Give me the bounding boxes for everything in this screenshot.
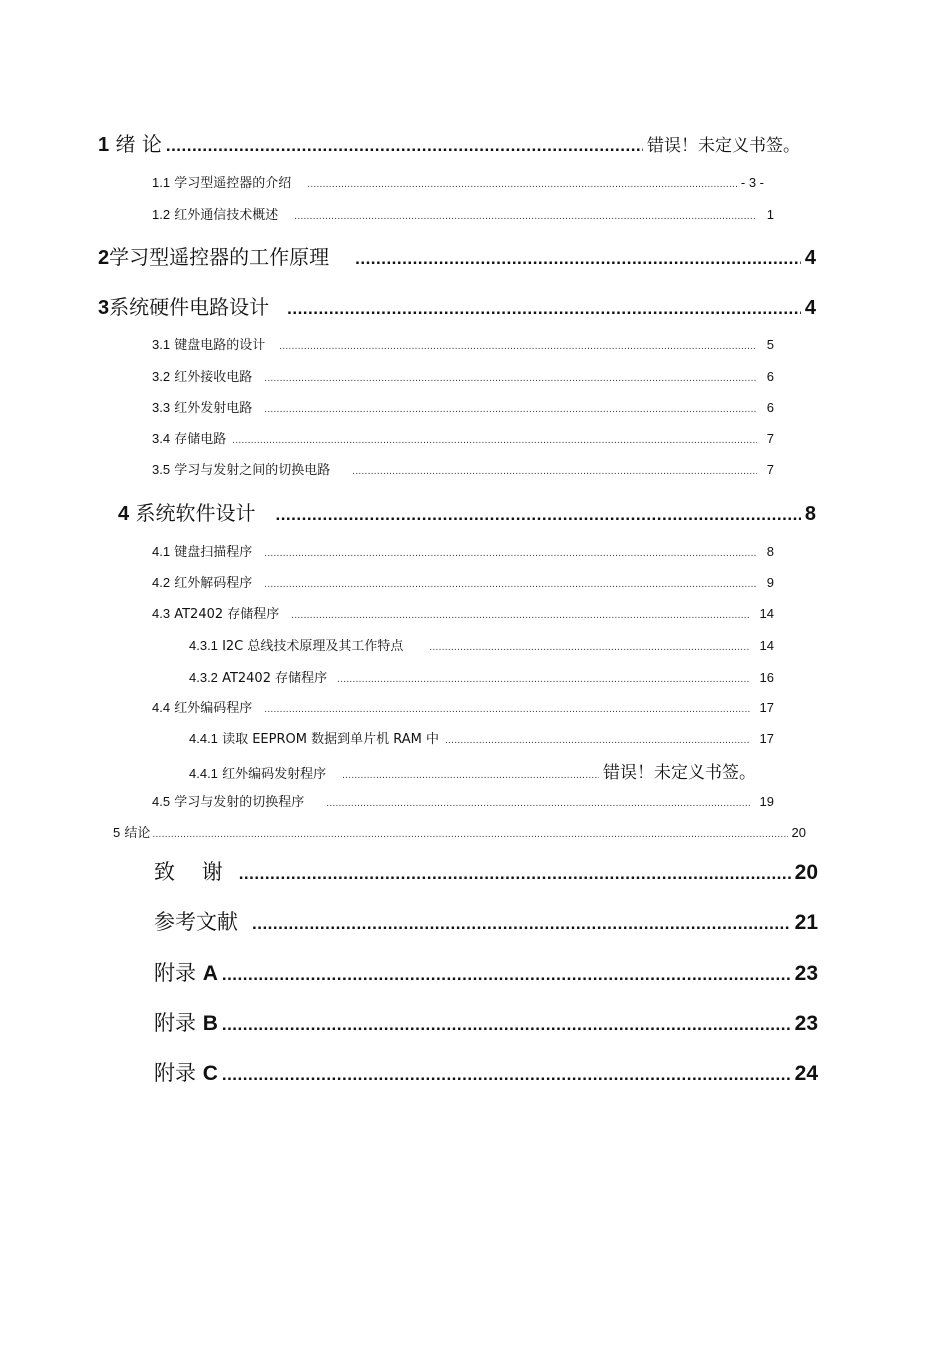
toc-page: 19 [759,794,774,809]
toc-page: 20 [791,825,806,840]
toc-entry-appendix-c[interactable] [154,1057,818,1087]
toc-number: 3.3 [152,400,171,415]
toc-number: 4.5 [152,794,171,809]
toc-number: 4.2 [152,575,171,590]
toc-page: 17 [759,731,774,746]
toc-page: 7 [766,431,774,446]
toc-title: AT2402 存储程序 [174,607,280,622]
toc-entry-chapter-4[interactable] [118,497,816,526]
toc-page: 21 [794,911,818,934]
toc-page: 7 [766,462,774,477]
dot-leader [279,341,757,352]
toc-entry-3-4[interactable] [152,428,774,447]
toc-page: 5 [766,337,774,352]
toc-entry-chapter-3[interactable] [98,291,816,320]
dot-leader [232,435,757,446]
toc-number: 4.4.1 [189,731,218,746]
dot-leader [294,211,757,222]
toc-page: 1 [766,207,774,222]
toc-entry-references[interactable] [154,906,818,936]
toc-title: 红外编码程序 [174,701,253,716]
toc-number: 4 [118,503,130,525]
dot-leader [287,299,801,319]
toc-entry-4-3-1[interactable] [189,635,774,654]
toc-title: 绪 论 [115,132,162,156]
toc-number: 3.5 [152,462,171,477]
dot-leader [264,579,757,590]
toc-entry-3-1[interactable] [152,334,774,353]
toc-title: 键盘电路的设计 [174,338,266,353]
toc-entry-1-2[interactable] [152,204,774,223]
toc-number: 4.4.1 [189,766,218,781]
toc-page: 23 [794,962,818,985]
toc-entry-4-4-1-encode[interactable] [189,758,756,783]
toc-entry-4-4-1-read[interactable] [189,728,774,747]
toc-entry-chapter-2[interactable] [98,241,816,270]
dot-leader [355,249,801,269]
toc-entry-1-1[interactable] [152,172,764,191]
toc-title: 附录 [154,961,196,985]
toc-title: 红外编码发射程序 [222,767,327,782]
toc-entry-appendix-a[interactable] [154,957,818,987]
dot-leader [264,704,749,715]
toc-number: 3.4 [152,431,171,446]
toc-number: 4.3.1 [189,638,218,653]
toc-title: 键盘扫描程序 [174,545,253,560]
dot-leader [264,404,757,415]
toc-entry-chapter-5[interactable] [113,822,806,841]
toc-number: 4.3 [152,606,171,621]
toc-entry-chapter-1[interactable] [98,128,800,157]
toc-title: 红外通信技术概述 [174,208,279,223]
toc-page: 17 [759,700,774,715]
toc-entry-appendix-b[interactable] [154,1007,818,1037]
appendix-letter: B [202,1012,218,1035]
toc-entry-3-3[interactable] [152,397,774,416]
toc-page: 9 [766,575,774,590]
dot-leader [275,505,800,525]
toc-page: 6 [766,369,774,384]
dot-leader [152,829,787,840]
toc-entry-acknowledgements[interactable] [154,856,818,886]
toc-page: 4 [804,297,816,319]
toc-page: 20 [794,861,818,884]
toc-page: 24 [794,1062,818,1085]
dot-leader [222,965,791,985]
dot-leader [166,136,643,156]
toc-page: 8 [766,544,774,559]
toc-number: 1 [98,134,110,156]
dot-leader [291,610,749,621]
toc-page: - 3 - [740,175,764,190]
dot-leader [445,735,750,746]
toc-page: 错误！未定义书签。 [647,136,800,156]
toc-title: 附录 [154,1011,196,1035]
toc-title: I2C 总线技术原理及其工作特点 [222,639,404,654]
toc-title: 致 谢 [154,860,223,884]
toc-number: 2 [98,247,110,269]
toc-entry-3-2[interactable] [152,366,774,385]
toc-entry-4-3[interactable] [152,603,774,622]
toc-title: 参考文献 [154,910,238,934]
toc-title: 读取 EEPROM 数据到单片机 RAM 中 [222,732,439,747]
toc-title: AT2402 存储程序 [222,671,328,686]
toc-title: 存储电路 [174,432,227,447]
toc-page: 14 [759,638,774,653]
toc-number: 3.2 [152,369,171,384]
toc-number: 3.1 [152,337,171,352]
dot-leader [326,798,749,809]
toc-number: 1.2 [152,207,171,222]
toc-entry-4-4[interactable] [152,697,774,716]
dot-leader [222,1065,791,1085]
toc-page: 14 [759,606,774,621]
toc-title: 红外接收电路 [174,370,253,385]
toc-number: 4.3.2 [189,670,218,685]
toc-number: 1.1 [152,175,171,190]
toc-title: 结论 [124,826,151,841]
toc-entry-4-3-2[interactable] [189,667,774,686]
dot-leader [239,864,791,884]
dot-leader [307,179,737,190]
dot-leader [252,914,791,934]
toc-title: 红外解码程序 [174,576,253,591]
toc-title: 系统硬件电路设计 [109,295,270,319]
toc-page: 8 [804,503,816,525]
toc-page: 6 [766,400,774,415]
dot-leader [337,674,749,685]
dot-leader [264,373,757,384]
toc-title: 学习与发射的切换程序 [174,795,305,810]
toc-entry-3-5[interactable] [152,459,774,478]
dot-leader [222,1015,791,1035]
appendix-letter: C [202,1062,218,1085]
toc-page: 错误！未定义书签。 [603,763,756,783]
toc-page: 16 [759,670,774,685]
toc-title: 附录 [154,1061,196,1085]
toc-number: 5 [113,825,121,840]
toc-title: 系统软件设计 [135,501,256,525]
toc-entry-4-1[interactable] [152,541,774,560]
toc-title: 红外发射电路 [174,401,253,416]
toc-number: 4.1 [152,544,171,559]
dot-leader [342,770,599,781]
toc-number: 4.4 [152,700,171,715]
toc-entry-4-5[interactable] [152,791,774,810]
toc-title: 学习型遥控器的介绍 [174,176,292,191]
toc-page: 23 [794,1012,818,1035]
toc-title: 学习与发射之间的切换电路 [174,463,331,478]
toc-number: 3 [98,297,110,319]
dot-leader [264,548,757,559]
toc-entry-4-2[interactable] [152,572,774,591]
dot-leader [429,642,749,653]
toc-title: 学习型遥控器的工作原理 [109,245,330,269]
toc-page: 4 [804,247,816,269]
dot-leader [352,466,757,477]
appendix-letter: A [202,962,218,985]
